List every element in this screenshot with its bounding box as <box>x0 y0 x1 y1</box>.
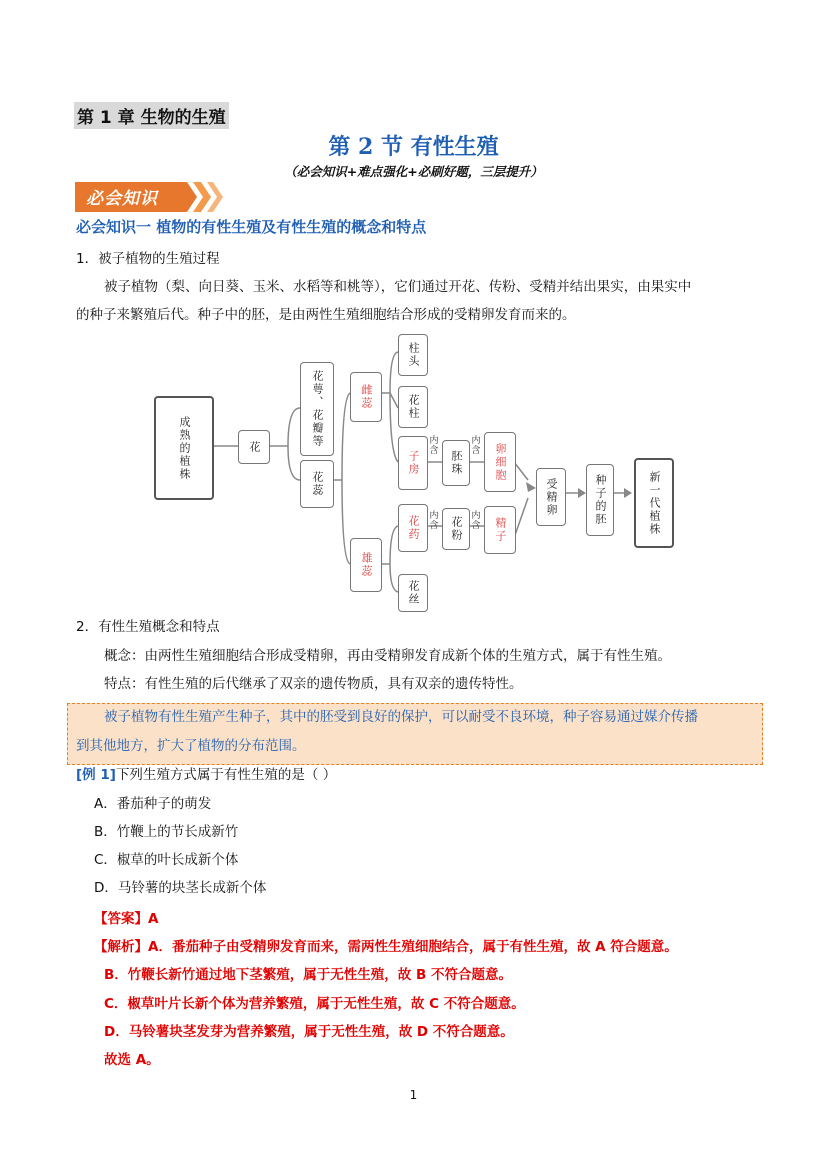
analysis-conclusion: 故选 A。 <box>104 1052 160 1068</box>
mature-plant-box: 成熟的植株 <box>154 396 214 500</box>
page-number: 1 <box>409 1088 418 1102</box>
pistil-box: 雌蕊 <box>350 372 382 422</box>
note-line2: 到其他地方，扩大了植物的分布范围。 <box>76 738 306 754</box>
note-line1: 被子植物有性生殖产生种子，其中的胚受到良好的保护，可以耐受不良环境，种子容易通过媒介传播 <box>104 709 698 725</box>
section-subtitle: （必会知识+难点强化+必刷好题，三层提升） <box>284 164 543 179</box>
item1-paragraph-line2: 的种子来繁殖后代。种子中的胚，是由两性生殖细胞结合形成的受精卵发育而来的。 <box>76 307 576 323</box>
item2-heading: 2．有性生殖概念和特点 <box>76 619 220 635</box>
new-plant-box: 新一代植株 <box>634 458 674 548</box>
analysis-line-a: 【解析】A．番茄种子由受精卵发育而来，需两性生殖细胞结合，属于有性生殖，故 A 符合题意。 <box>94 939 678 955</box>
option-b: B．竹鞭上的节长成新竹 <box>94 824 239 840</box>
embryo-box: 种子的胚 <box>586 464 614 536</box>
knowledge-title: 必会知识一 植物的有性生殖及有性生殖的概念和特点 <box>76 218 427 236</box>
example-tag: [例 1] <box>76 767 116 783</box>
stamen-box: 雄蕊 <box>350 538 382 592</box>
example-question <box>76 761 336 789</box>
flower-box: 花 <box>238 430 270 464</box>
item1-heading: 1．被子植物的生殖过程 <box>76 251 220 267</box>
contains-label-1: 内含 <box>429 436 439 456</box>
flower-core-box: 花蕊 <box>300 460 334 508</box>
analysis-line-c: C．椒草叶片长新个体为营养繁殖，属于无性生殖，故 C 不符合题意。 <box>104 996 525 1012</box>
filament-box: 花丝 <box>398 574 428 612</box>
style-box: 花柱 <box>398 386 428 428</box>
calyx-petals-box: 花萼、花瓣等 <box>300 362 334 456</box>
anther-box: 花药 <box>398 504 428 552</box>
analysis-line-d: D．马铃薯块茎发芽为营养繁殖，属于无性生殖，故 D 不符合题意。 <box>104 1024 514 1040</box>
ovule-box: 胚珠 <box>442 440 470 486</box>
analysis-line-b: B．竹鞭长新竹通过地下茎繁殖，属于无性生殖，故 B 不符合题意。 <box>104 967 512 983</box>
pollen-box: 花粉 <box>442 508 470 550</box>
option-c: C．椒草的叶长成新个体 <box>94 852 239 868</box>
reproduction-flow-diagram <box>150 328 690 610</box>
chapter-title: 第 1 章 生物的生殖 <box>74 102 229 129</box>
egg-cell-box: 卵细胞 <box>484 432 516 492</box>
option-a: A．番茄种子的萌发 <box>94 796 212 812</box>
section-title: 第 2 节 有性生殖 <box>328 134 499 160</box>
zygote-box: 受精卵 <box>536 468 566 526</box>
banner-label: 必会知识 <box>86 189 158 209</box>
ovary-box: 子房 <box>398 436 428 490</box>
option-d: D．马铃薯的块茎长成新个体 <box>94 880 267 896</box>
example-question-text: 下列生殖方式属于有性生殖的是（ ） <box>115 767 337 783</box>
concept-text: 概念：由两性生殖细胞结合形成受精卵，再由受精卵发育成新个体的生殖方式，属于有性生殖。 <box>104 648 671 664</box>
feature-text: 特点：有性生殖的后代继承了双亲的遗传物质，具有双亲的遗传特性。 <box>104 676 523 692</box>
item1-paragraph-line1: 被子植物（梨、向日葵、玉米、水稻等和桃等），它们通过开花、传粉、受精并结出果实，由果实中 <box>104 279 692 295</box>
sperm-box: 精子 <box>484 506 516 554</box>
answer-text: 【答案】A <box>94 911 159 927</box>
contains-label-3: 内含 <box>429 511 439 531</box>
contains-label-2: 内含 <box>471 436 481 456</box>
stigma-box: 柱头 <box>398 334 428 376</box>
contains-label-4: 内含 <box>471 511 481 531</box>
